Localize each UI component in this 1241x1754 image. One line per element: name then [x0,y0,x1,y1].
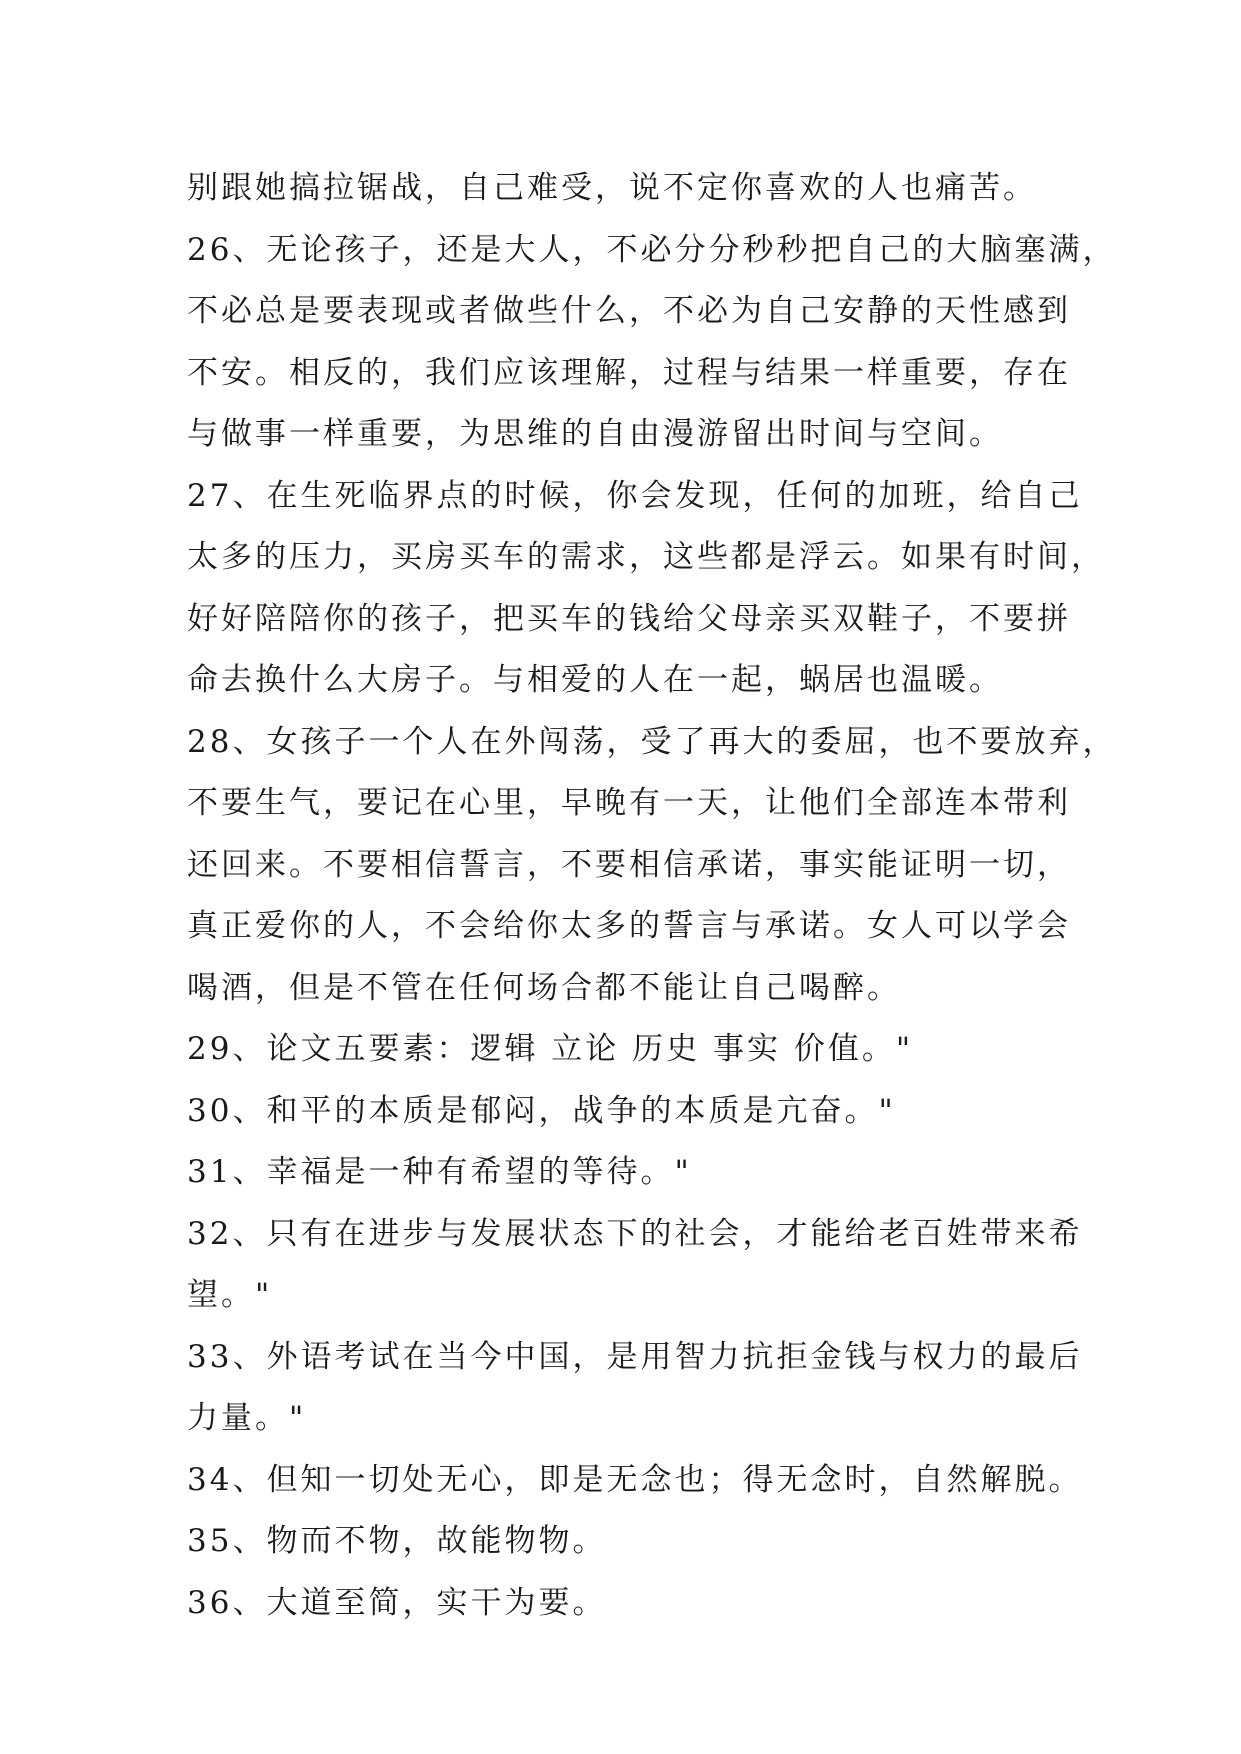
text-line: 力量。" [187,1400,307,1436]
text-line: 29、论文五要素：逻辑 立论 历史 事实 价值。" [187,1031,914,1067]
text-line: 30、和平的本质是郁闷，战争的本质是亢奋。" [187,1092,896,1129]
text-line: 太多的压力，买房买车的需求，这些都是浮云。如果有时间， [187,539,1105,575]
document-body [187,158,1117,1634]
text-line: 32、只有在进步与发展状态下的社会，才能给老百姓带来希 [187,1215,1083,1252]
text-line: 不安。相反的，我们应该理解，过程与结果一样重要，存在 [187,354,1071,391]
text-line: 好好陪陪你的孩子，把买车的钱给父母亲买双鞋子，不要拼 [187,600,1071,637]
text-line: 还回来。不要相信誓言，不要相信承诺，事实能证明一切， [187,846,1071,883]
text-line: 命去换什么大房子。与相爱的人在一起，蜗居也温暖。 [187,662,1003,698]
text-line: 真正爱你的人，不会给你太多的誓言与承诺。女人可以学会 [187,908,1071,944]
text-line: 33、外语考试在当今中国，是用智力抗拒金钱与权力的最后 [187,1338,1083,1375]
text-line: 35、物而不物，故能物物。 [187,1523,607,1559]
text-line: 不要生气，要记在心里，早晚有一天，让他们全部连本带利 [187,785,1071,821]
text-line: 31、幸福是一种有希望的等待。" [187,1154,692,1190]
text-line: 28、女孩子一个人在外闯荡，受了再大的委屈，也不要放弃， [187,723,1117,760]
text-line: 36、大道至简，实干为要。 [187,1584,607,1621]
text-line: 望。" [187,1277,273,1313]
text-line: 与做事一样重要，为思维的自由漫游留出时间与空间。 [187,416,1003,452]
text-line: 不必总是要表现或者做些什么，不必为自己安静的天性感到 [187,293,1071,329]
text-line: 34、但知一切处无心，即是无念也；得无念时，自然解脱。 [187,1461,1083,1498]
text-line: 27、在生死临界点的时候，你会发现，任何的加班，给自己 [187,477,1083,514]
text-line: 喝酒，但是不管在任何场合都不能让自己喝醉。 [187,969,901,1006]
text-line: 26、无论孩子，还是大人，不必分分秒秒把自己的大脑塞满， [187,231,1117,268]
text-line: 别跟她搞拉锯战，自己难受，说不定你喜欢的人也痛苦。 [187,170,1037,206]
